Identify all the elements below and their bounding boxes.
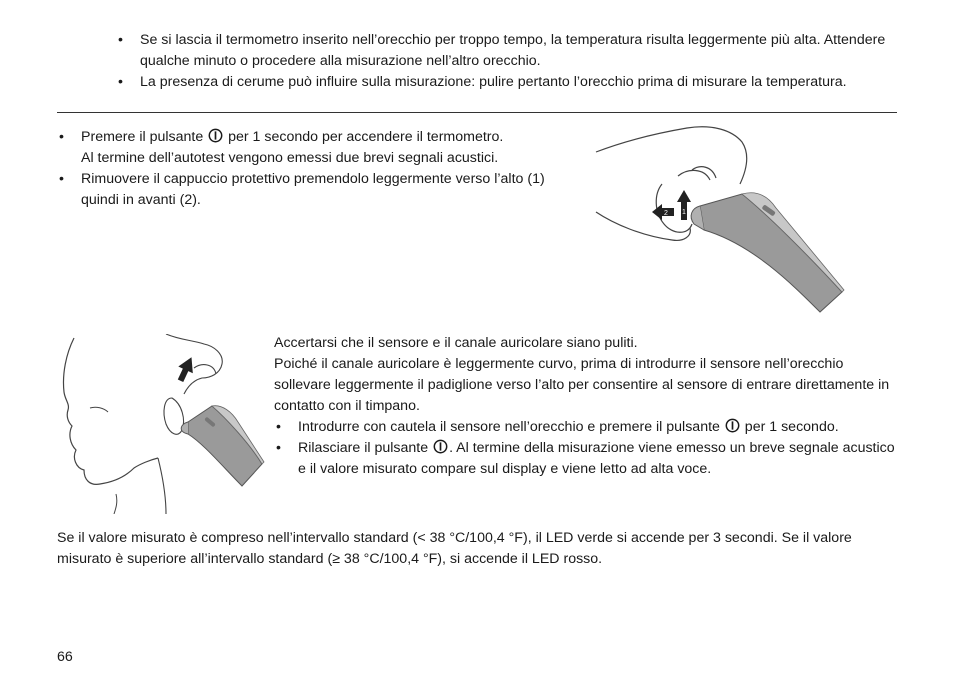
release-button-item — [274, 438, 896, 480]
insert-sensor-text-pre: Introdurre con cautela il sensore nell’orecchio e premere il pulsante — [298, 419, 724, 435]
power-on-text-pre: Premere il pulsante — [81, 129, 208, 145]
power-on-item — [57, 127, 577, 169]
power-button-icon — [433, 439, 448, 454]
note-item: • Se si lascia il termometro inserito nell’orecchio per troppo tempo, la temperatura risulta leggermente più alta. Attendere qualche minuto o procedere alla misurazione nell’altro orecchio. — [116, 30, 896, 72]
clean-check-text: Accertarsi che il sensore e il canale auricolare siano puliti. — [274, 335, 638, 351]
top-notes — [116, 30, 896, 93]
power-button-icon — [725, 418, 740, 433]
page-number: 66 — [57, 649, 73, 665]
selftest-text: Al termine dell’autotest vengono emessi due brevi segnali acustici. — [81, 150, 499, 166]
release-button-text-pre: Rilasciare il pulsante — [298, 440, 433, 456]
note-item: • La presenza di cerume può influire sulla misurazione: pulire pertanto l’orecchio prima di misurare la temperatura. — [116, 72, 896, 93]
remove-cap-item: • Rimuovere il cappuccio protettivo premendolo leggermente verso l’alto (1) quindi in avanti (2). — [57, 169, 577, 211]
result-text: Se il valore misurato è compreso nell’intervallo standard (< 38 °C/100,4 °F), il LED verde si accende per 3 secondi. Se il valore misurato è superiore all’intervallo standard (≥ 38 °C/100,4 °F), si accende il LED rosso. — [57, 530, 852, 567]
divider-line — [57, 112, 897, 113]
power-button-icon — [208, 128, 223, 143]
ear-measurement-illustration — [54, 334, 268, 514]
result-paragraph — [57, 528, 897, 570]
power-on-text-post: per 1 secondo per accendere il termometro. — [224, 129, 504, 145]
release-button-text-post: . Al termine della misurazione viene emesso un breve segnale acustico e il valore misurato compare sul display e viene letto ad alta voce. — [298, 440, 895, 477]
insert-sensor-text-post: per 1 secondo. — [740, 419, 839, 435]
step1-instructions — [57, 127, 577, 211]
cap-removal-illustration — [592, 124, 850, 316]
insert-sensor-item — [274, 417, 896, 438]
step2-instructions — [274, 333, 896, 480]
arrow-label-2: 2 — [664, 210, 668, 217]
arrow-label-1: 1 — [682, 209, 686, 216]
ear-canal-text: Poiché il canale auricolare è leggermente curvo, prima di introdurre il sensore nell’orecchio sollevare leggermente il padiglione verso l’alto per consentire al sensore di entrare direttamente in contatto con il timpano. — [274, 356, 890, 414]
